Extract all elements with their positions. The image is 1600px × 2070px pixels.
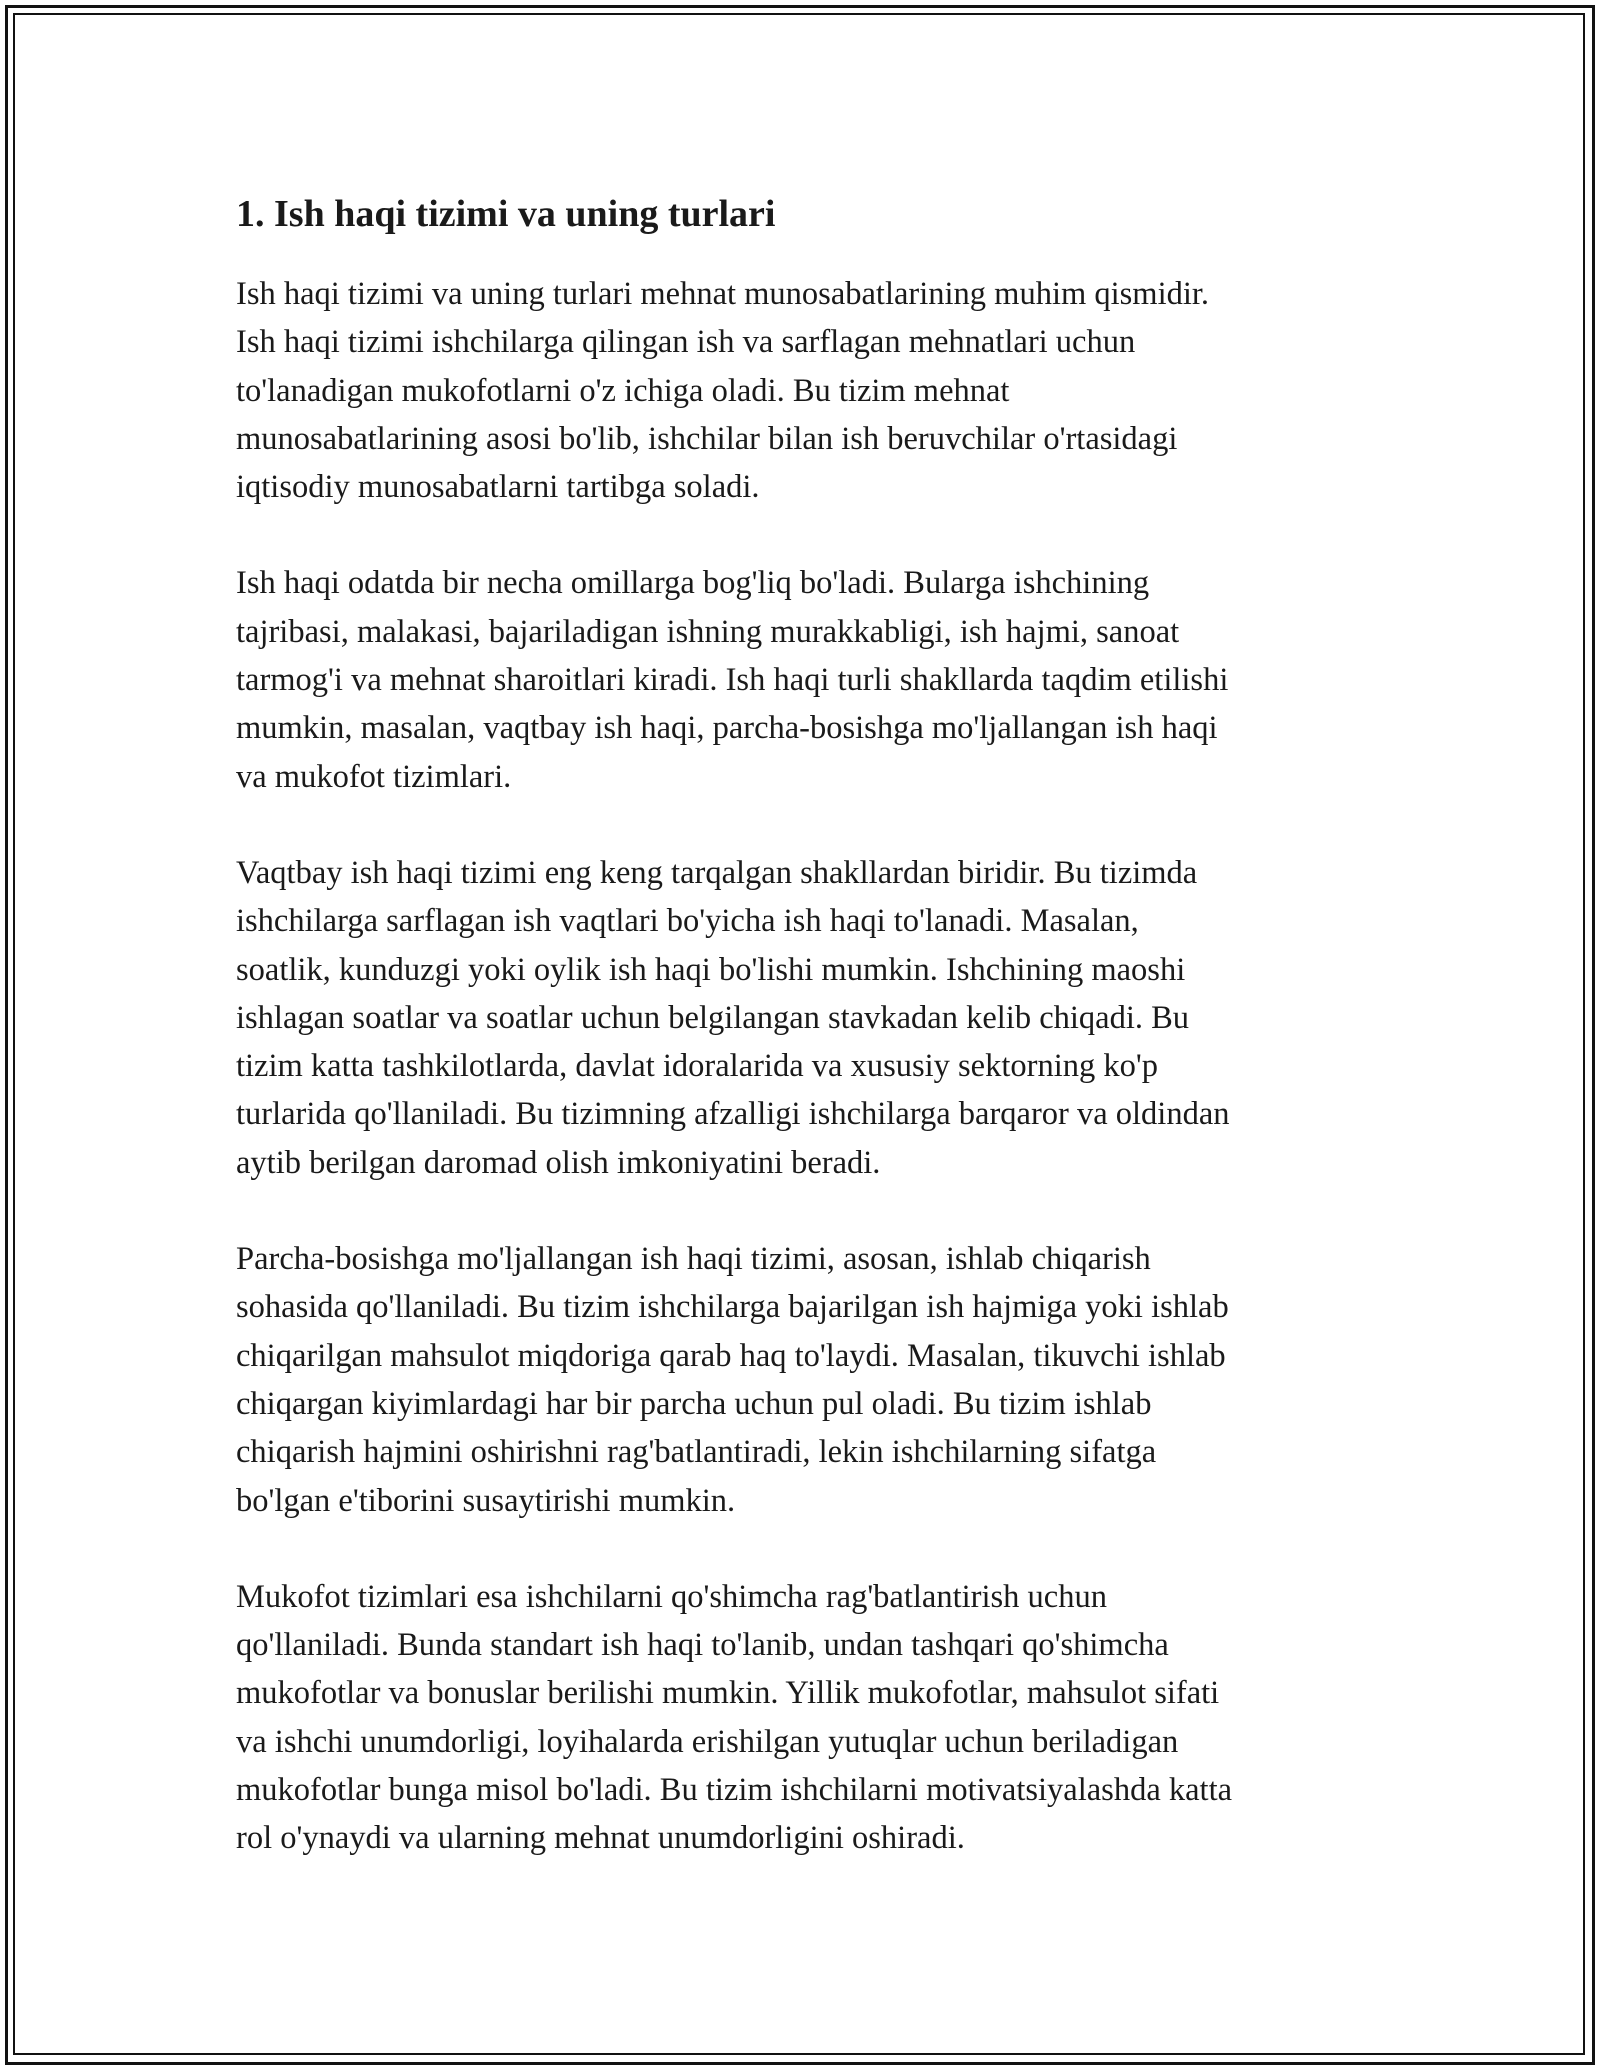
text-line: Vaqtbay ish haqi tizimi eng keng tarqalgan shakllardan biridir. Bu tizimda bbox=[236, 854, 1198, 891]
text-line: Mukofot tizimlari esa ishchilarni qo'shimcha rag'batlantirish uchun bbox=[236, 1578, 1107, 1615]
paragraph-factors bbox=[236, 559, 1376, 800]
text-line: va ishchi unumdorligi, loyihalarda erishilgan yutuqlar uchun beriladigan bbox=[236, 1723, 1179, 1760]
text-line: chiqargan kiyimlardagi har bir parcha uchun pul oladi. Bu tizim ishlab bbox=[236, 1385, 1152, 1422]
text-line: aytib berilgan daromad olish imkoniyatini beradi. bbox=[236, 1144, 881, 1181]
text-line: Ish haqi odatda bir necha omillarga bog'liq bo'ladi. Bularga ishchining bbox=[236, 565, 1150, 602]
text-line: Ish haqi tizimi va uning turlari mehnat munosabatlarining muhim qismidir. bbox=[236, 276, 1210, 312]
text-line: mukofotlar bunga misol bo'ladi. Bu tizim ishchilarni motivatsiyalashda katta bbox=[236, 1772, 1233, 1809]
text-line: rol o'ynaydi va ularning mehnat unumdorligini oshiradi. bbox=[236, 1820, 965, 1857]
text-line: ishlagan soatlar va soatlar uchun belgilangan stavkadan kelib chiqadi. Bu bbox=[236, 999, 1190, 1036]
paragraph-time-based bbox=[236, 849, 1376, 1187]
text-line: qo'llaniladi. Bunda standart ish haqi to'lanib, undan tashqari qo'shimcha bbox=[236, 1627, 1169, 1664]
text-line: soatlik, kunduzgi yoki oylik ish haqi bo'lishi mumkin. Ishchining maoshi bbox=[236, 951, 1186, 988]
text-line: ishchilarga sarflagan ish vaqtlari bo'yicha ish haqi to'lanadi. Masalan, bbox=[236, 903, 1139, 940]
text-line: iqtisodiy munosabatlarni tartibga soladi. bbox=[236, 469, 760, 506]
text-line: Ish haqi tizimi ishchilarga qilingan ish va sarflagan mehnatlari uchun bbox=[236, 324, 1136, 361]
text-line: Parcha-bosishga mo'ljallangan ish haqi tizimi, asosan, ishlab chiqarish bbox=[236, 1241, 1151, 1278]
text-line: sohasida qo'llaniladi. Bu tizim ishchilarga bajarilgan ish hajmiga yoki ishlab bbox=[236, 1289, 1229, 1326]
paragraph-piece-rate bbox=[236, 1235, 1376, 1525]
text-line: bo'lgan e'tiborini susaytirishi mumkin. bbox=[236, 1482, 736, 1519]
paragraph-bonus-systems bbox=[236, 1573, 1376, 1863]
text-line: tarmog'i va mehnat sharoitlari kiradi. Ish haqi turli shakllarda taqdim etilishi bbox=[236, 662, 1229, 699]
section-heading: 1. Ish haqi tizimi va uning turlari bbox=[236, 193, 776, 235]
text-line: chiqarish hajmini oshirishni rag'batlantiradi, lekin ishchilarning sifatga bbox=[236, 1434, 1157, 1471]
text-line: va mukofot tizimlari. bbox=[236, 758, 512, 795]
text-line: munosabatlarining asosi bo'lib, ishchilar bilan ish beruvchilar o'rtasidagi bbox=[236, 420, 1178, 457]
text-line: tizim katta tashkilotlarda, davlat idoralarida va xususiy sektorning ko'p bbox=[236, 1048, 1158, 1085]
text-line: tajribasi, malakasi, bajariladigan ishning murakkabligi, ish hajmi, sanoat bbox=[236, 613, 1180, 650]
text-line: mumkin, masalan, vaqtbay ish haqi, parcha-bosishga mo'ljallangan ish haqi bbox=[236, 710, 1218, 747]
paragraph-intro bbox=[236, 270, 1376, 511]
document-body bbox=[236, 186, 1376, 1911]
text-line: to'lanadigan mukofotlarni o'z ichiga oladi. Bu tizim mehnat bbox=[236, 372, 1010, 409]
text-line: chiqarilgan mahsulot miqdoriga qarab haq to'laydi. Masalan, tikuvchi ishlab bbox=[236, 1337, 1226, 1374]
text-line: mukofotlar va bonuslar berilishi mumkin. Yillik mukofotlar, mahsulot sifati bbox=[236, 1675, 1220, 1712]
text-line: turlarida qo'llaniladi. Bu tizimning afzalligi ishchilarga barqaror va oldindan bbox=[236, 1096, 1230, 1133]
